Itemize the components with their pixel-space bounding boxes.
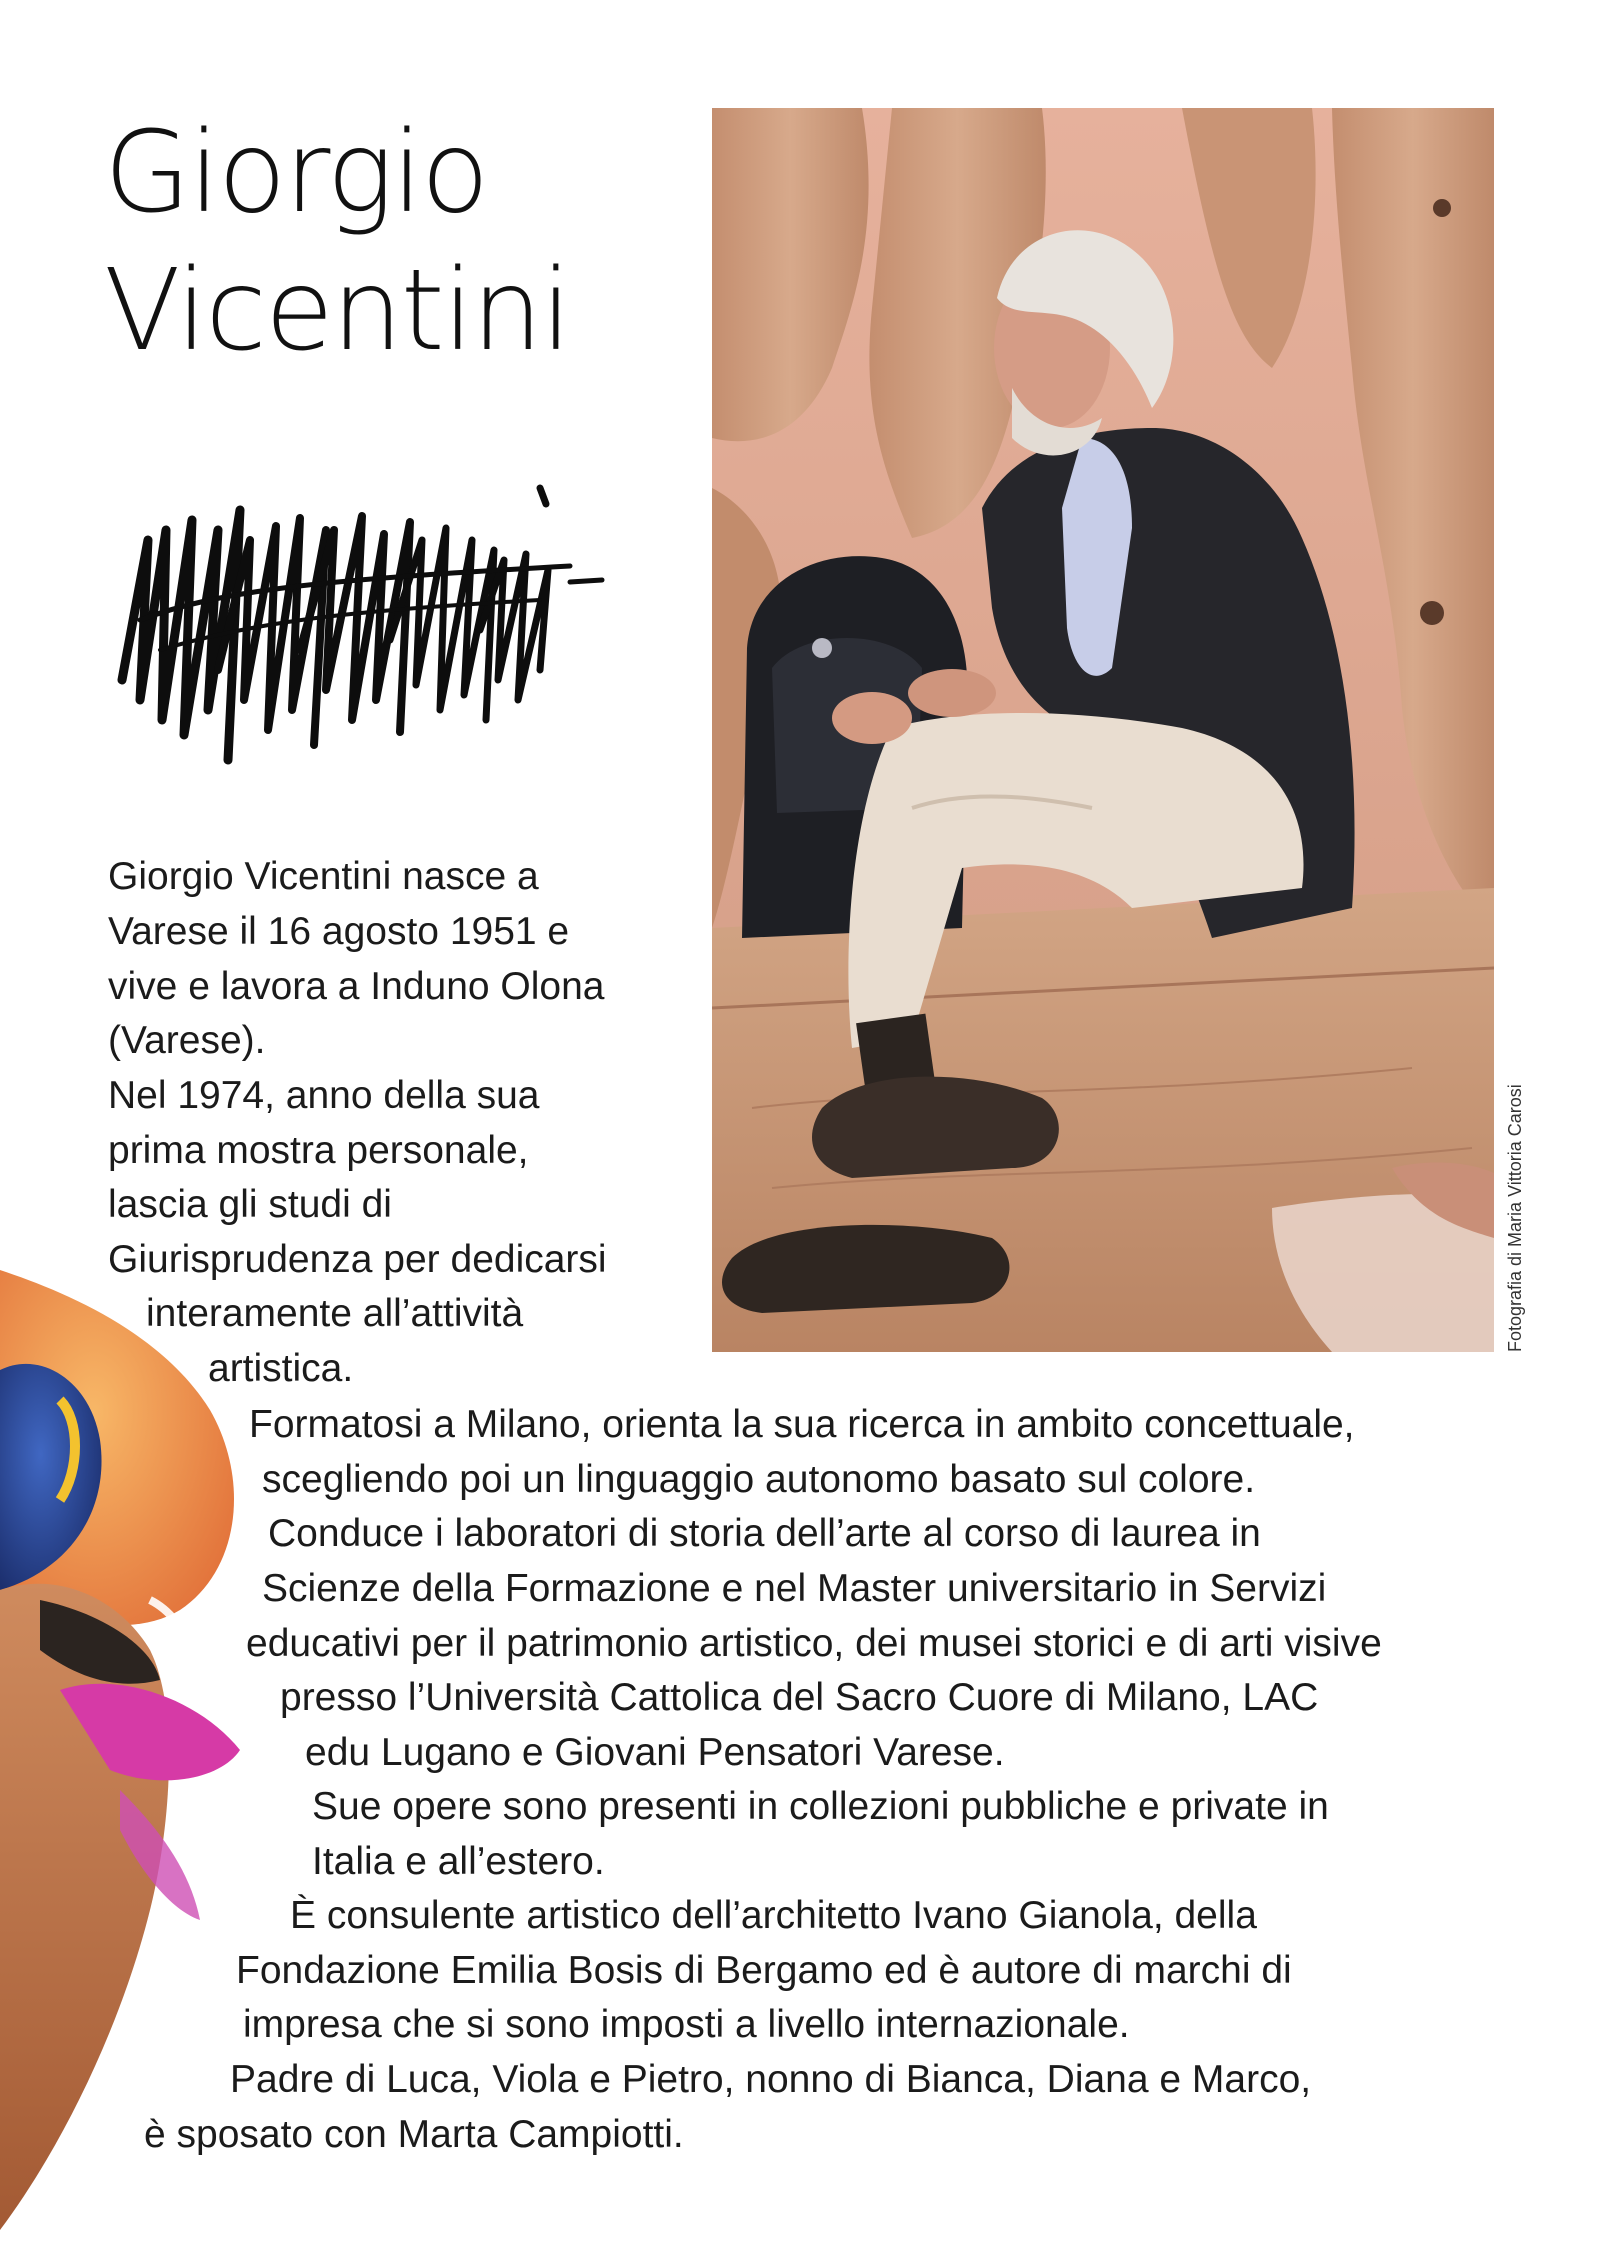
bio-line: edu Lugano e Giovani Pensatori Varese. <box>305 1731 1005 1774</box>
bio-line: impresa che si sono imposti a livello internazionale. <box>243 2003 1130 2046</box>
bio-line: Sue opere sono presenti in collezioni pubbliche e private in <box>312 1785 1329 1828</box>
bio-line: Giurisprudenza per dedicarsi <box>108 1238 607 1281</box>
bio-line: Nel 1974, anno della sua <box>108 1074 540 1117</box>
artist-portrait-photo <box>712 108 1494 1352</box>
bio-line: è sposato con Marta Campiotti. <box>144 2113 684 2156</box>
bio-line: scegliendo poi un linguaggio autonomo basato sul colore. <box>262 1458 1256 1501</box>
bio-line: Padre di Luca, Viola e Pietro, nonno di Bianca, Diana e Marco, <box>230 2058 1312 2101</box>
bio-line: Italia e all’estero. <box>312 1840 605 1883</box>
artist-signature <box>100 470 620 790</box>
title-first-name: Giorgio <box>104 108 488 238</box>
bio-line: (Varese). <box>108 1019 266 1062</box>
bio-line: artistica. <box>208 1347 354 1390</box>
artist-name-title <box>104 104 570 380</box>
photo-credit: Fotografia di Maria Vittoria Carosi <box>1505 1084 1525 1352</box>
bio-line: prima mostra personale, <box>108 1129 529 1172</box>
bio-line: interamente all’attività <box>146 1292 524 1335</box>
bio-line: presso l’Università Cattolica del Sacro Cuore di Milano, LAC <box>280 1676 1319 1719</box>
bio-line: educativi per il patrimonio artistico, dei musei storici e di arti visive <box>246 1622 1382 1665</box>
bio-line: È consulente artistico dell’architetto Ivano Gianola, della <box>290 1894 1257 1937</box>
title-last-name: Vicentini <box>104 246 570 376</box>
bio-line: Scienze della Formazione e nel Master universitario in Servizi <box>262 1567 1327 1610</box>
bio-line: Giorgio Vicentini nasce a <box>108 855 539 898</box>
bio-line: lascia gli studi di <box>108 1183 392 1226</box>
bio-line: Varese il 16 agosto 1951 e <box>108 910 570 953</box>
bio-line: Formatosi a Milano, orienta la sua ricerca in ambito concettuale, <box>249 1403 1355 1446</box>
bio-line: Fondazione Emilia Bosis di Bergamo ed è autore di marchi di <box>236 1949 1292 1992</box>
bio-line: vive e lavora a Induno Olona <box>108 965 605 1008</box>
bio-line: Conduce i laboratori di storia dell’arte al corso di laurea in <box>268 1512 1261 1555</box>
